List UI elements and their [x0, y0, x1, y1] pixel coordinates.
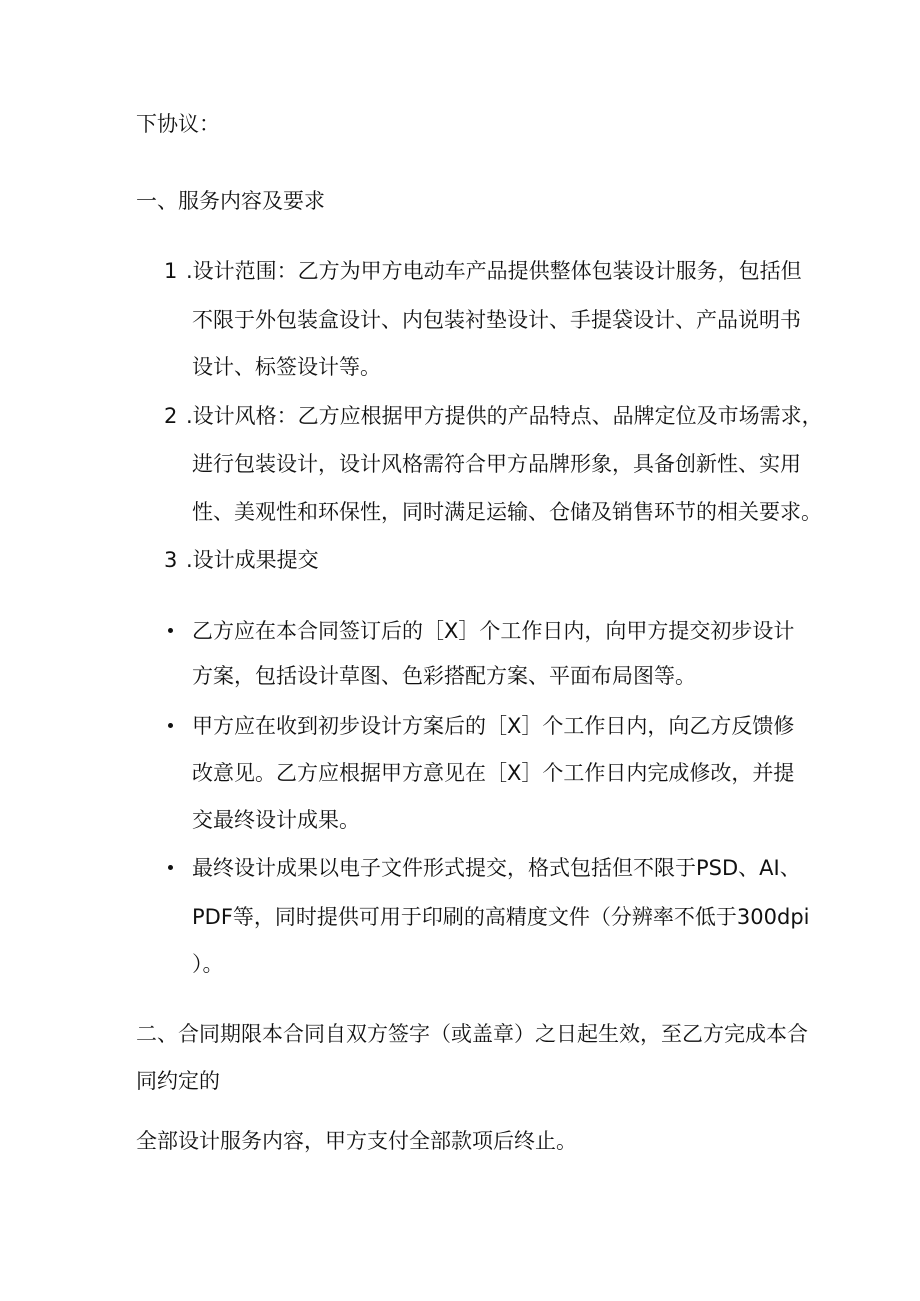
section-2-line-2: 同约定的	[136, 1069, 220, 1093]
bullet-1-marker	[168, 628, 173, 633]
bullet-2-line-3: 交最终设计成果。	[192, 808, 360, 832]
bullet-1-line-1: 乙方应在本合同签订后的［X］个工作日内，向甲方提交初步设计	[192, 619, 795, 643]
item-1-line-3: 设计、标签设计等。	[192, 355, 381, 379]
section-2-line-3: 全部设计服务内容，甲方支付全部款项后终止。	[136, 1129, 577, 1153]
section-2-line-1: 二、合同期限本合同自双方签字（或盖章）之日起生效，至乙方完成本合	[136, 1022, 808, 1046]
section-1-heading: 一、服务内容及要求	[136, 189, 325, 213]
bullet-3-line-1: 最终设计成果以电子文件形式提交，格式包括但不限于PSD、AI、	[192, 856, 801, 880]
bullet-3-line-3: ）。	[192, 952, 224, 976]
item-3-line-1: .设计成果提交	[186, 548, 319, 572]
bullet-3-marker	[168, 865, 173, 870]
item-1-line-2: 不限于外包装盒设计、内包装衬垫设计、手提袋设计、产品说明书	[192, 308, 801, 332]
intro-text: 下协议：	[136, 112, 220, 136]
bullet-2-line-2: 改意见。乙方应根据甲方意见在［X］个工作日内完成修改，并提	[192, 761, 795, 785]
item-2-number: 2	[164, 404, 178, 428]
item-2-line-3: 性、美观性和环保性，同时满足运输、仓储及销售环节的相关要求。	[192, 500, 822, 524]
item-1-line-1: .设计范围：乙方为甲方电动车产品提供整体包装设计服务，包括但	[186, 259, 802, 283]
item-1-number: 1	[164, 259, 178, 283]
item-3-number: 3	[164, 548, 178, 572]
item-2-line-2: 进行包装设计，设计风格需符合甲方品牌形象，具备创新性、实用	[192, 452, 801, 476]
bullet-2-marker	[168, 723, 173, 728]
bullet-3-line-2: PDF等，同时提供可用于印刷的高精度文件（分辨率不低于300dpi	[192, 905, 810, 929]
bullet-1-line-2: 方案，包括设计草图、色彩搭配方案、平面布局图等。	[192, 664, 696, 688]
bullet-2-line-1: 甲方应在收到初步设计方案后的［X］个工作日内，向乙方反馈修	[192, 714, 795, 738]
item-2-line-1: .设计风格：乙方应根据甲方提供的产品特点、品牌定位及市场需求，	[186, 404, 823, 428]
